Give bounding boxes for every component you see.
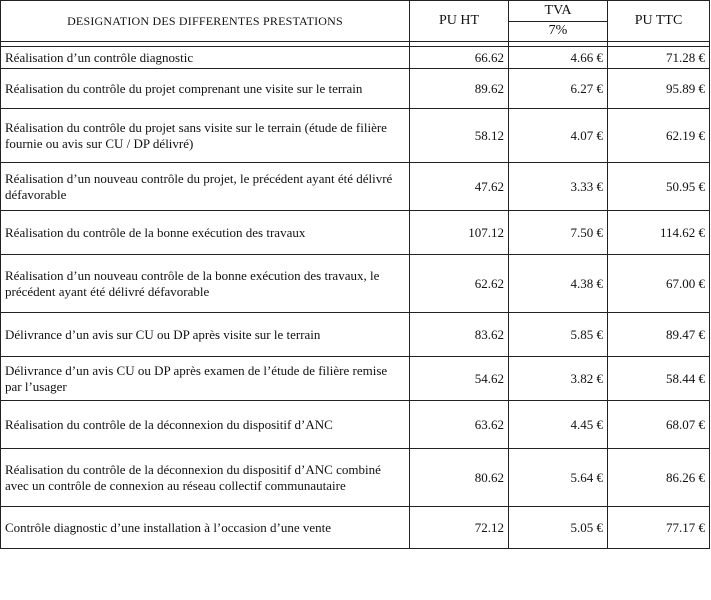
row-tva: 4.66 € xyxy=(509,47,608,69)
row-pu-ht: 72.12 xyxy=(410,507,509,549)
row-pu-ttc: 68.07 € xyxy=(608,401,710,449)
row-tva: 5.05 € xyxy=(509,507,608,549)
row-pu-ttc: 58.44 € xyxy=(608,357,710,401)
row-designation: Réalisation d’un nouveau contrôle du projet, le précédent ayant été délivré défavorable xyxy=(1,163,410,211)
row-tva: 5.64 € xyxy=(509,449,608,507)
row-tva: 4.38 € xyxy=(509,255,608,313)
table-row xyxy=(1,47,710,69)
row-designation: Réalisation du contrôle du projet comprenant une visite sur le terrain xyxy=(1,69,410,109)
row-designation: Réalisation du contrôle du projet sans visite sur le terrain (étude de filière fournie ou avis sur CU / DP délivré) xyxy=(1,109,410,163)
row-pu-ttc: 89.47 € xyxy=(608,313,710,357)
row-pu-ttc: 71.28 € xyxy=(608,47,710,69)
row-designation: Réalisation d’un nouveau contrôle de la bonne exécution des travaux, le précédent ayant été délivré défavorable xyxy=(1,255,410,313)
row-pu-ht: 83.62 xyxy=(410,313,509,357)
row-pu-ht: 89.62 xyxy=(410,69,509,109)
row-tva: 6.27 € xyxy=(509,69,608,109)
row-tva: 7.50 € xyxy=(509,211,608,255)
row-pu-ttc: 67.00 € xyxy=(608,255,710,313)
header-tva-rate: 7% xyxy=(509,21,608,42)
table-row xyxy=(1,357,710,401)
row-pu-ttc: 86.26 € xyxy=(608,449,710,507)
table-row xyxy=(1,163,710,211)
table-row xyxy=(1,69,710,109)
header-pu-ttc: PU TTC xyxy=(608,1,710,42)
row-designation: Réalisation du contrôle de la déconnexion du dispositif d’ANC combiné avec un contrôle de connexion au réseau collectif communautaire xyxy=(1,449,410,507)
row-pu-ttc: 50.95 € xyxy=(608,163,710,211)
row-tva: 4.07 € xyxy=(509,109,608,163)
row-pu-ht: 47.62 xyxy=(410,163,509,211)
row-pu-ttc: 62.19 € xyxy=(608,109,710,163)
row-designation: Contrôle diagnostic d’une installation à l’occasion d’une vente xyxy=(1,507,410,549)
row-pu-ht: 58.12 xyxy=(410,109,509,163)
row-pu-ht: 63.62 xyxy=(410,401,509,449)
table-row xyxy=(1,507,710,549)
row-pu-ttc: 114.62 € xyxy=(608,211,710,255)
row-tva: 5.85 € xyxy=(509,313,608,357)
row-pu-ht: 66.62 xyxy=(410,47,509,69)
table-row xyxy=(1,449,710,507)
row-tva: 4.45 € xyxy=(509,401,608,449)
row-tva: 3.82 € xyxy=(509,357,608,401)
table-row xyxy=(1,401,710,449)
row-designation: Réalisation d’un contrôle diagnostic xyxy=(1,47,410,69)
row-pu-ht: 107.12 xyxy=(410,211,509,255)
row-pu-ht: 62.62 xyxy=(410,255,509,313)
row-designation: Réalisation du contrôle de la bonne exécution des travaux xyxy=(1,211,410,255)
header-pu-ht: PU HT xyxy=(410,1,509,42)
header-row xyxy=(1,1,710,22)
row-pu-ttc: 77.17 € xyxy=(608,507,710,549)
table-row xyxy=(1,313,710,357)
row-pu-ht: 54.62 xyxy=(410,357,509,401)
row-tva: 3.33 € xyxy=(509,163,608,211)
header-tva: TVA xyxy=(509,1,608,22)
table-row xyxy=(1,109,710,163)
row-designation: Réalisation du contrôle de la déconnexion du dispositif d’ANC xyxy=(1,401,410,449)
row-designation: Délivrance d’un avis CU ou DP après examen de l’étude de filière remise par l’usager xyxy=(1,357,410,401)
table-row xyxy=(1,211,710,255)
row-designation: Délivrance d’un avis sur CU ou DP après visite sur le terrain xyxy=(1,313,410,357)
row-pu-ttc: 95.89 € xyxy=(608,69,710,109)
row-pu-ht: 80.62 xyxy=(410,449,509,507)
table-row xyxy=(1,255,710,313)
header-designation: DESIGNATION DES DIFFERENTES PRESTATIONS xyxy=(1,1,410,42)
